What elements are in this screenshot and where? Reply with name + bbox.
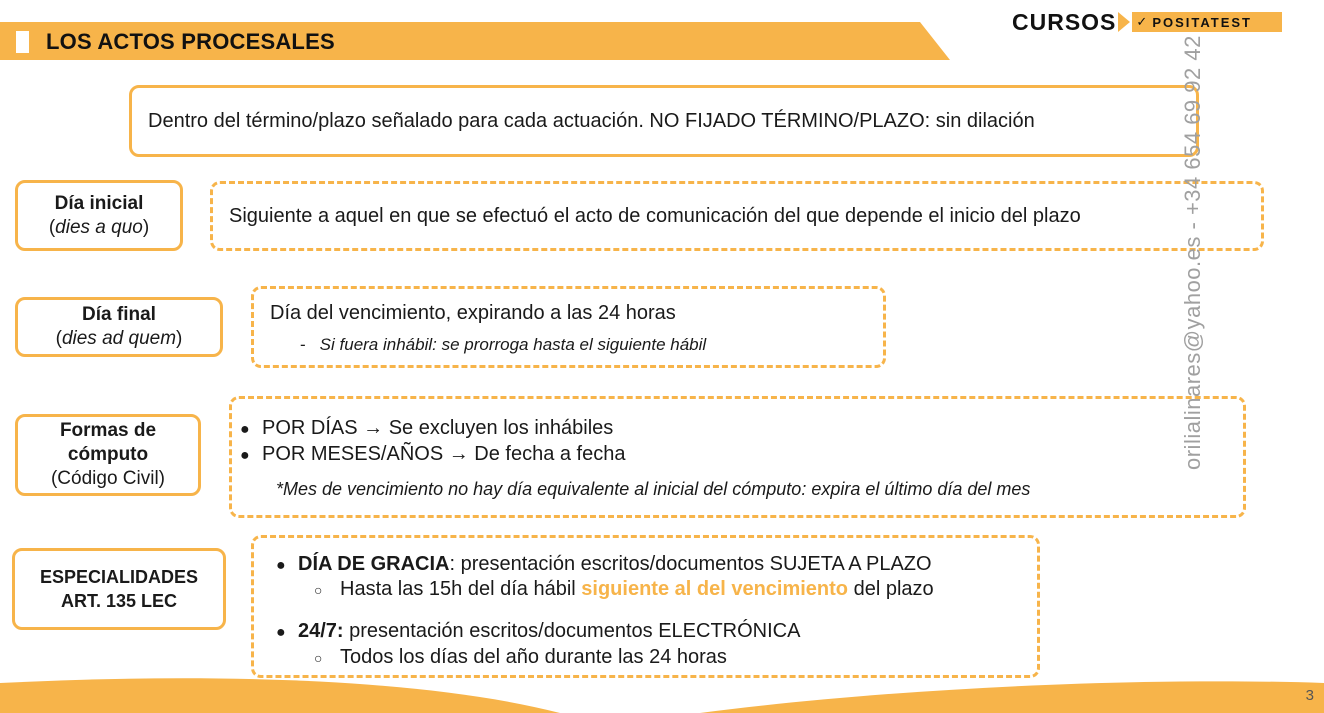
- list-item: ○ Hasta las 15h del día hábil siguiente al del vencimiento del plazo: [314, 578, 934, 600]
- dia-final-title: Día final: [82, 304, 156, 325]
- formas-title-2: cómputo: [67, 444, 149, 465]
- bullet-icon: ●: [240, 447, 250, 464]
- formas-note: *Mes de vencimiento no hay día equivalente al inicial del cómputo: expira el último día del mes: [276, 479, 1031, 499]
- intro-text: Dentro del término/plazo señalado para cada actuación. NO FIJADO TÉRMINO/PLAZO: sin dilación: [148, 109, 1035, 132]
- especialidades-label: [12, 548, 226, 630]
- list-item: ● POR DÍAS → Se excluyen los inhábiles: [240, 417, 614, 439]
- formas-title-1: Formas de: [59, 420, 157, 441]
- dia-final-content: [251, 286, 886, 368]
- header-mark: [16, 31, 29, 53]
- list-item: ● DÍA DE GRACIA: presentación escritos/documentos SUJETA A PLAZO: [276, 553, 932, 575]
- bullet-icon: ●: [240, 421, 250, 438]
- especialidades-content: [251, 535, 1040, 678]
- list-item: ● POR MESES/AÑOS → De fecha a fecha: [240, 443, 626, 465]
- logo: [1012, 9, 1282, 35]
- logo-arrow-icon: [1118, 12, 1130, 32]
- dia-inicial-label: [15, 180, 183, 251]
- formas-label: [15, 414, 201, 496]
- list-item: ● 24/7: presentación escritos/documentos ELECTRÓNICA: [276, 620, 801, 642]
- formas-subtitle: (Código Civil): [50, 468, 166, 489]
- especialidades-title-1: ESPECIALIDADES: [39, 567, 199, 587]
- bottom-wave: [0, 675, 1324, 713]
- especialidades-title-2: ART. 135 LEC: [60, 591, 178, 611]
- formas-content: [229, 396, 1246, 518]
- circle-bullet-icon: ○: [314, 582, 323, 598]
- bullet-icon: ●: [276, 624, 286, 641]
- list-item: ○ Todos los días del año durante las 24 horas: [314, 646, 727, 668]
- dia-final-subtitle: (dies ad quem): [55, 328, 183, 349]
- dia-inicial-text: Siguiente a aquel en que se efectuó el acto de comunicación del que depende el inicio del plazo: [229, 204, 1081, 227]
- dia-inicial-subtitle: (dies a quo): [48, 216, 150, 238]
- dia-final-line1: Día del vencimiento, expirando a las 24 horas: [270, 302, 676, 324]
- circle-bullet-icon: ○: [314, 650, 323, 666]
- logo-brand-text: POSITATEST: [1152, 14, 1253, 30]
- bullet-icon: ●: [276, 557, 286, 574]
- check-circle-icon: ✓: [1136, 14, 1150, 29]
- logo-cursos-text: CURSOS: [1012, 8, 1117, 35]
- dia-inicial-content: [210, 181, 1264, 251]
- logo-brand: [1132, 12, 1282, 32]
- page-number: 3: [1305, 687, 1314, 704]
- watermark: orilialinares@yahoo.es - +34 654 69 92 42: [1180, 35, 1205, 470]
- dia-final-label: [15, 297, 223, 357]
- dia-inicial-title: Día inicial: [54, 192, 144, 214]
- dia-final-line2: - Si fuera inhábil: se prorroga hasta el siguiente hábil: [300, 335, 707, 354]
- intro-box: [129, 85, 1199, 157]
- page-title: LOS ACTOS PROCESALES: [46, 29, 335, 54]
